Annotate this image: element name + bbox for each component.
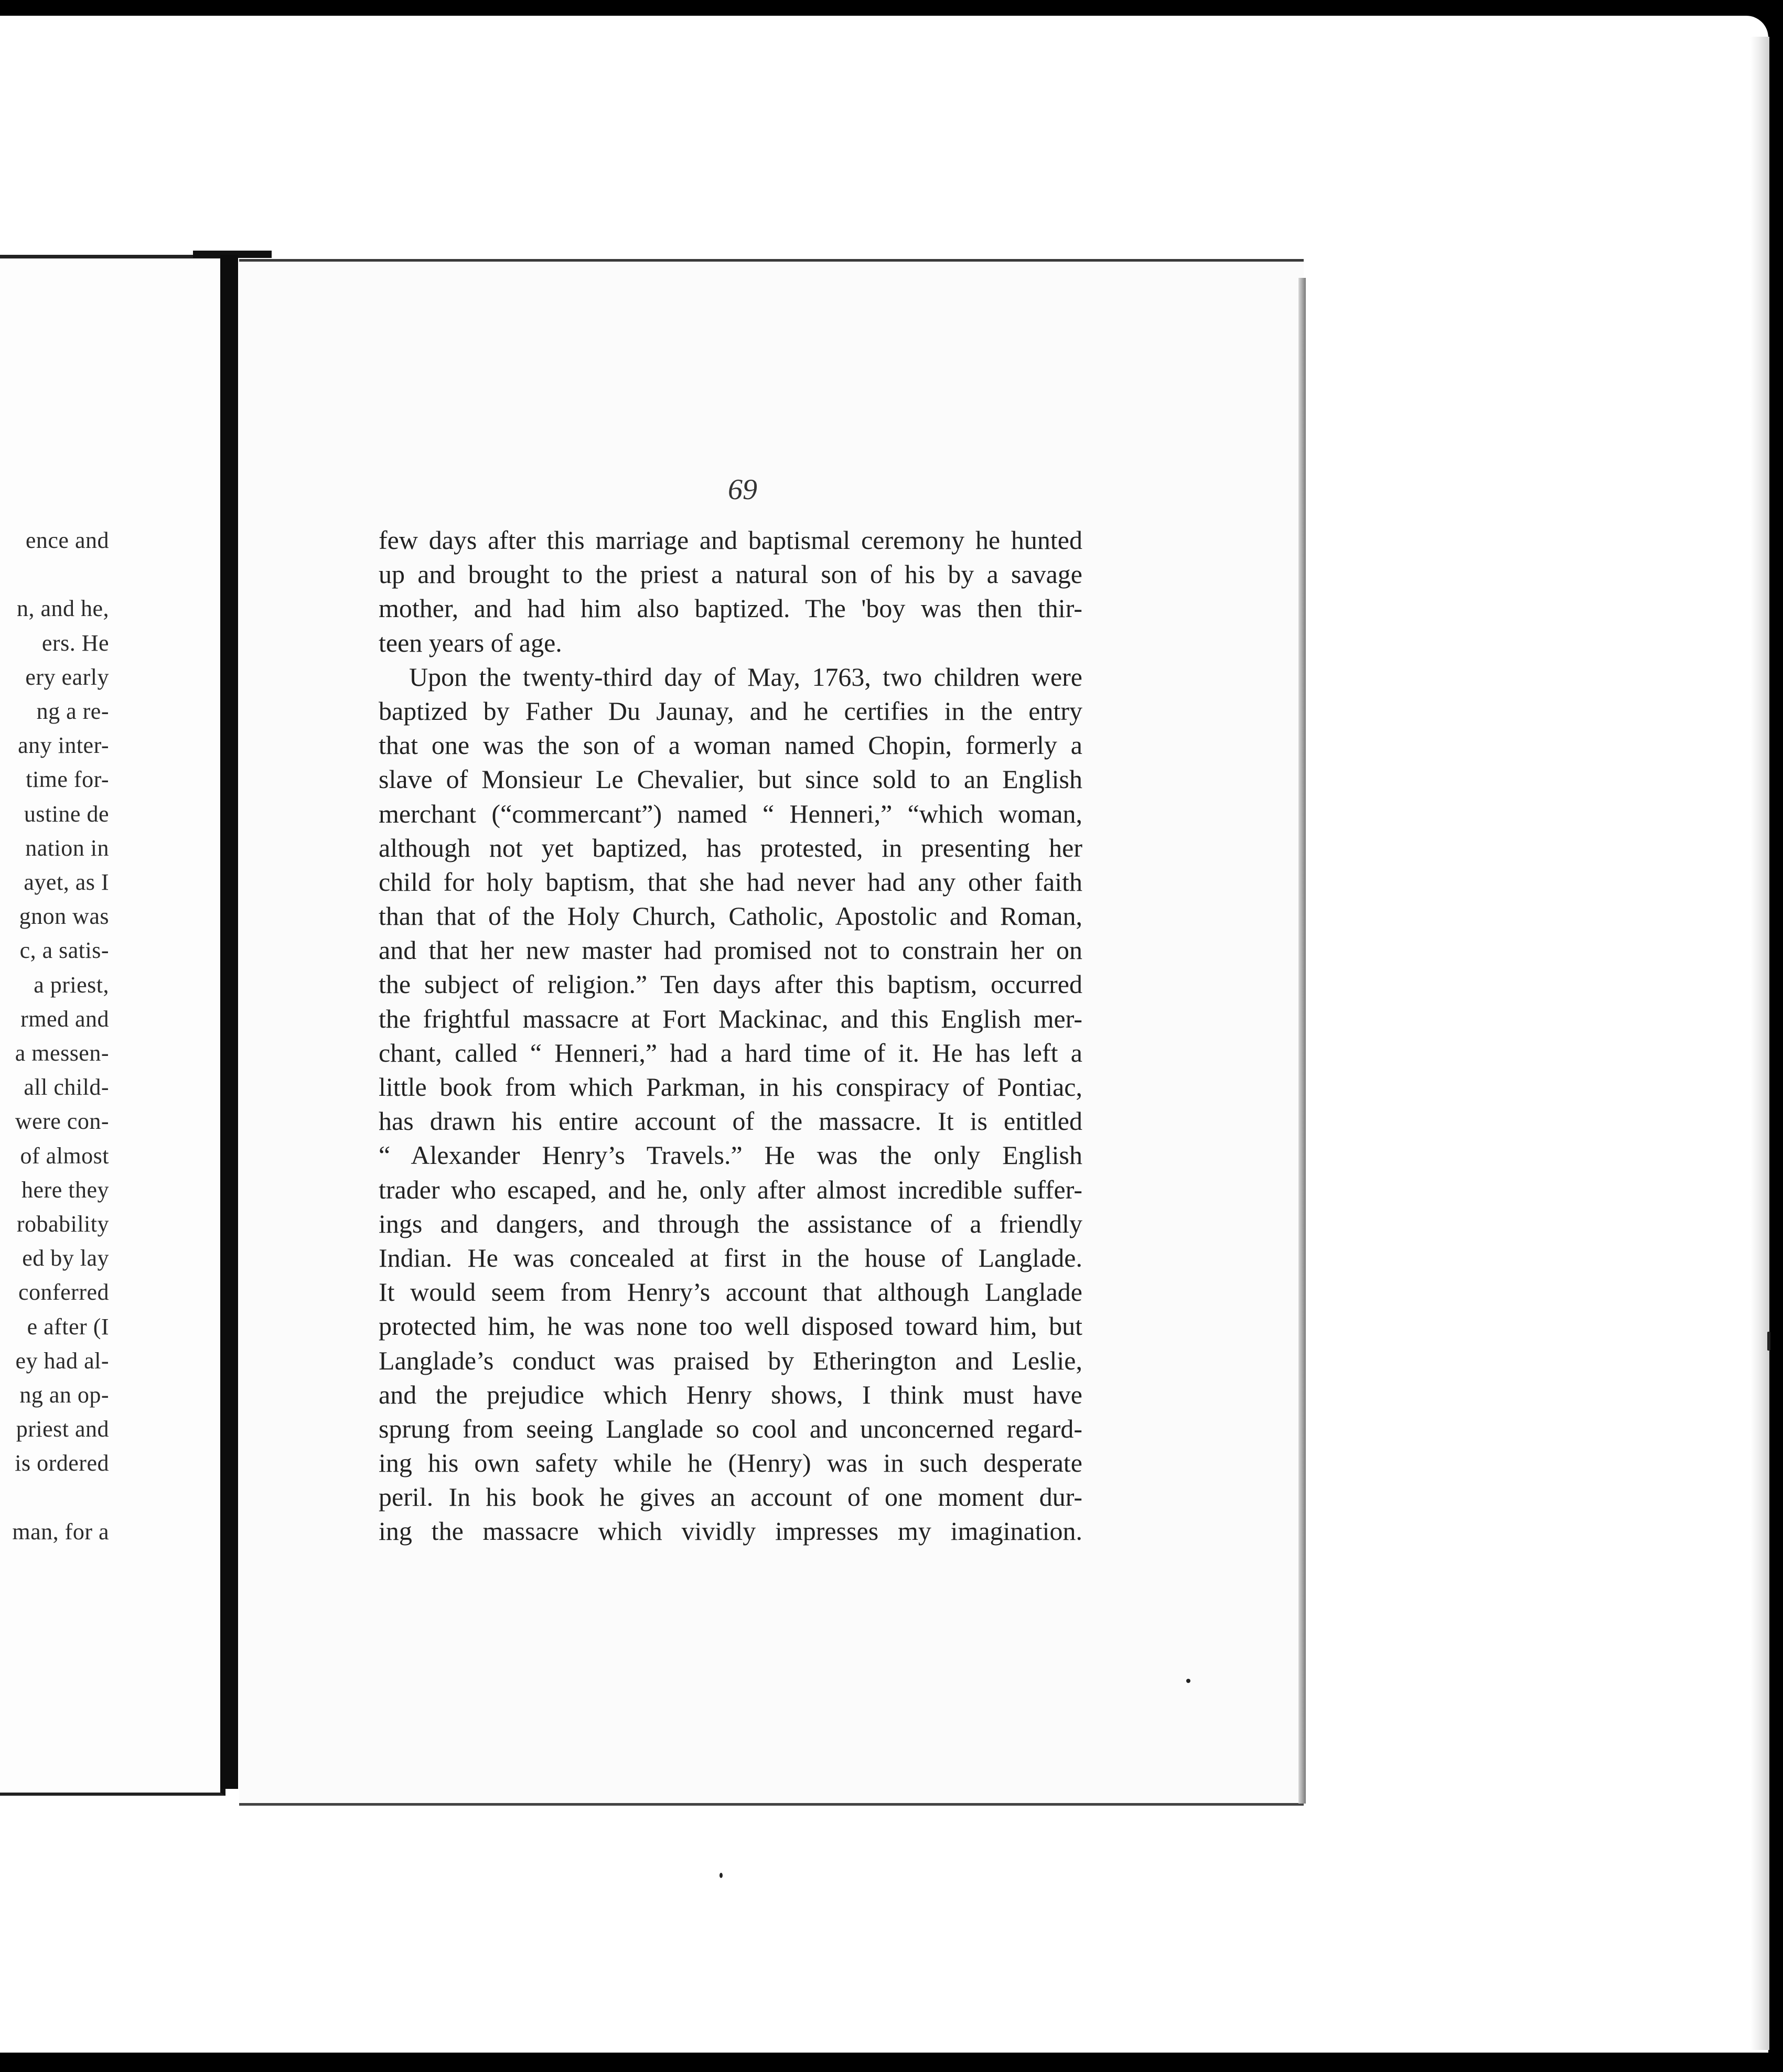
- text-line: slave of Monsieur Le Chevalier, but since sold to an English: [379, 764, 1082, 794]
- facing-page-line: priest and: [16, 1416, 109, 1442]
- facing-page-line: time for-: [26, 767, 109, 793]
- text-line: Indian. He was concealed at first in the house of Langlade.: [379, 1243, 1082, 1272]
- facing-page-line: ng a re-: [36, 698, 109, 724]
- facing-page-line: ng an op-: [19, 1382, 109, 1408]
- facing-page-line: a priest,: [34, 972, 109, 998]
- text-line: chant, called “ Henneri,” had a hard time of it. He has left a: [379, 1038, 1082, 1067]
- facing-page-line: man, for a: [12, 1518, 109, 1545]
- text-line: ing his own safety while he (Henry) was in such desperate: [379, 1448, 1082, 1478]
- text-line: trader who escaped, and he, only after almost incredible suffer-: [379, 1174, 1082, 1204]
- text-line: baptized by Father Du Jaunay, and he certifies in the entry: [379, 696, 1082, 726]
- facing-page-line: ustine de: [24, 801, 109, 827]
- text-line: mother, and had him also baptized. The 'boy was then thir-: [379, 593, 1082, 623]
- facing-page-line: ence and: [25, 527, 109, 553]
- facing-page-line: c, a satis-: [19, 937, 109, 964]
- text-line: Langlade’s conduct was praised by Etherington and Leslie,: [379, 1345, 1082, 1375]
- facing-page-line: were con-: [15, 1108, 109, 1135]
- text-line: that one was the son of a woman named Chopin, formerly a: [379, 730, 1082, 760]
- page-edge: [1298, 278, 1306, 1804]
- text-line: and the prejudice which Henry shows, I think must have: [379, 1379, 1082, 1409]
- text-line: peril. In his book he gives an account of one moment dur-: [379, 1482, 1082, 1512]
- page-number: 69: [728, 473, 757, 506]
- facing-page-line: ayet, as I: [24, 869, 109, 895]
- facing-page-line: of almost: [20, 1142, 109, 1169]
- facing-page-line: ery early: [25, 664, 109, 690]
- text-line: than that of the Holy Church, Catholic, Apostolic and Roman,: [379, 901, 1082, 931]
- text-line: few days after this marriage and baptismal ceremony he hunted: [379, 525, 1082, 555]
- book-spine: [220, 255, 238, 1789]
- facing-page-line: all child-: [24, 1074, 109, 1100]
- scan-speck: [719, 1873, 723, 1878]
- text-line: and that her new master had promised not to constrain her on: [379, 935, 1082, 965]
- scan-speck: [1186, 1679, 1190, 1683]
- facing-page-line: n, and he,: [16, 596, 109, 622]
- text-line: ing the massacre which vividly impresses my imagination.: [379, 1516, 1082, 1546]
- facing-page-line: ed by lay: [22, 1245, 109, 1271]
- scan-speck: [1767, 1332, 1770, 1351]
- text-line: sprung from seeing Langlade so cool and unconcerned regard-: [379, 1413, 1082, 1443]
- facing-page-line: here they: [22, 1177, 109, 1203]
- text-line: the frightful massacre at Fort Mackinac, and this English mer-: [379, 1003, 1082, 1033]
- text-line: child for holy baptism, that she had never had any other faith: [379, 867, 1082, 897]
- facing-page-line: a messen-: [15, 1040, 109, 1066]
- text-line: protected him, he was none too well disposed toward him, but: [379, 1311, 1082, 1341]
- facing-page-line: gnon was: [19, 903, 109, 930]
- facing-page-line: ers. He: [41, 630, 109, 656]
- text-line: teen years of age.: [379, 628, 562, 657]
- text-line: ings and dangers, and through the assistance of a friendly: [379, 1208, 1082, 1238]
- facing-page-line: ey had al-: [15, 1347, 109, 1374]
- text-line: It would seem from Henry’s account that although Langlade: [379, 1277, 1082, 1307]
- facing-page-line: rmed and: [20, 1006, 109, 1032]
- text-line: although not yet baptized, has protested, in presenting her: [379, 833, 1082, 862]
- facing-page-line: e after (I: [27, 1313, 109, 1340]
- text-line: up and brought to the priest a natural son of his by a savage: [379, 559, 1082, 589]
- text-line: the subject of religion.” Ten days after this baptism, occurred: [379, 969, 1082, 999]
- text-line: “ Alexander Henry’s Travels.” He was the only English: [379, 1140, 1082, 1170]
- scan-edge-shadow: [1750, 37, 1769, 2050]
- facing-page-line: is ordered: [15, 1450, 109, 1476]
- facing-page-left: [0, 255, 225, 1796]
- facing-page-line: robability: [16, 1211, 109, 1237]
- text-line: has drawn his entire account of the massacre. It is entitled: [379, 1106, 1082, 1136]
- text-line: little book from which Parkman, in his conspiracy of Pontiac,: [379, 1072, 1082, 1102]
- facing-page-line: nation in: [25, 835, 109, 861]
- text-line: merchant (“commercant”) named “ Henneri,” “which woman,: [379, 798, 1082, 828]
- facing-page-line: any inter-: [18, 732, 109, 759]
- facing-page-line: conferred: [18, 1279, 109, 1305]
- body-text: [379, 523, 1082, 1549]
- text-line: Upon the twenty-third day of May, 1763, two children were: [409, 662, 1082, 692]
